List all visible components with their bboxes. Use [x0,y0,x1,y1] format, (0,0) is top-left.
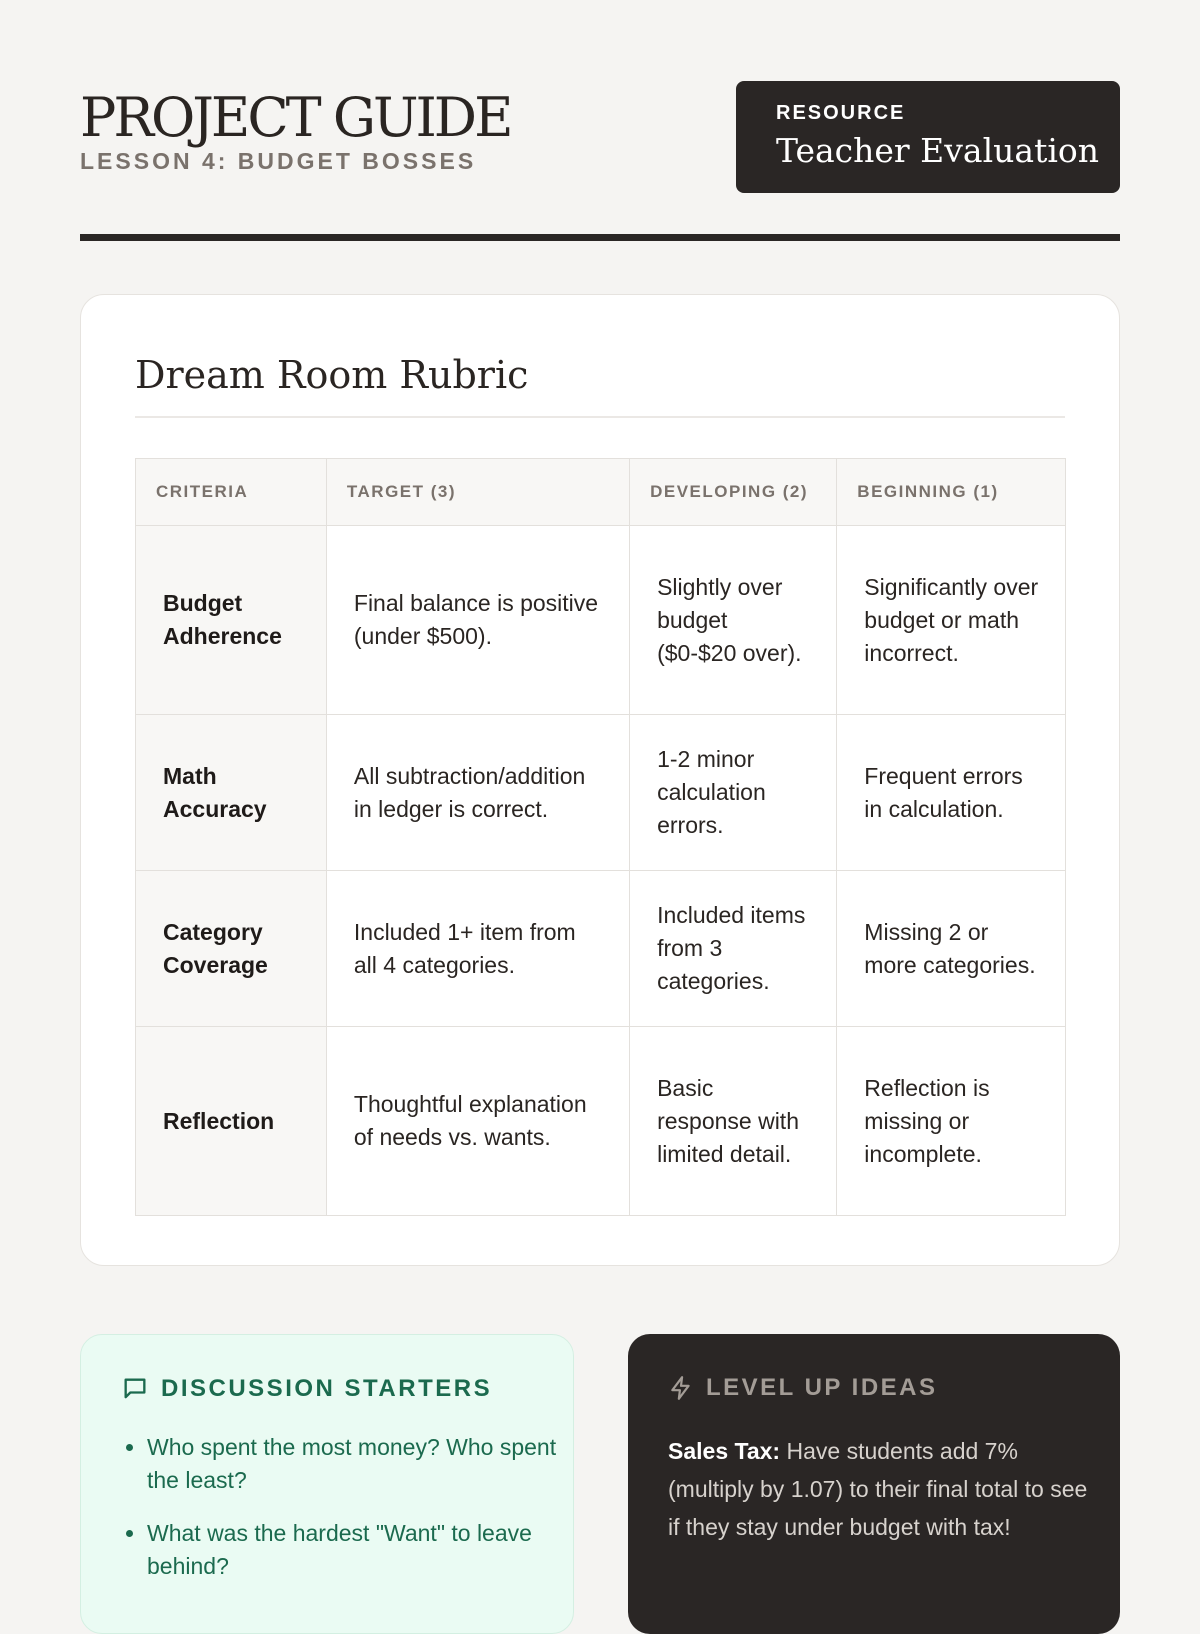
target-cell: Thoughtful explanation of needs vs. wants. [326,1027,629,1216]
level-up-description: Have students add 7% (multiply by 1.07) to their final total to see if they stay under budget with tax! [668,1438,1088,1540]
target-cell: Final balance is positive (under $500). [326,526,629,715]
rubric-title: Dream Room Rubric [135,353,529,397]
level-up-lead: Sales Tax: [668,1438,781,1464]
list-item: • What was the hardest "Want" to leave behind? [147,1517,567,1583]
page-header [80,80,1120,240]
level-up-header [668,1374,938,1402]
rubric-table [135,458,1066,1216]
column-header-target: TARGET (3) [326,459,629,526]
rubric-title-divider [135,416,1065,418]
column-header-criteria: CRITERIA [136,459,327,526]
column-header-developing: DEVELOPING (2) [630,459,837,526]
page-title: PROJECT GUIDE [80,86,511,149]
discussion-list [121,1431,567,1603]
criteria-cell: Budget Adherence [136,526,327,715]
rubric-header-row [136,459,1066,526]
lightning-bolt-icon [668,1375,694,1401]
beginning-cell: Frequent errors in calculation. [837,715,1066,871]
list-item: • Who spent the most money? Who spent the least? [147,1431,567,1497]
target-cell: All subtraction/addition in ledger is correct. [326,715,629,871]
lesson-subtitle: LESSON 4: BUDGET BOSSES [80,148,477,174]
level-up-panel [628,1334,1120,1634]
resource-title: Teacher Evaluation [776,131,1100,170]
column-header-beginning: BEGINNING (1) [837,459,1066,526]
header-divider [80,234,1120,241]
table-row [136,526,1066,715]
criteria-cell: Math Accuracy [136,715,327,871]
developing-cell: Included items from 3 categories. [630,871,837,1027]
discussion-starters-title: DISCUSSION STARTERS [161,1375,493,1402]
level-up-title: LEVEL UP IDEAS [706,1374,938,1401]
resource-kicker: RESOURCE [776,102,906,124]
target-cell: Included 1+ item from all 4 categories. [326,871,629,1027]
discussion-starters-header [121,1375,492,1403]
beginning-cell: Significantly over budget or math incorrect. [837,526,1066,715]
table-row [136,715,1066,871]
beginning-cell: Missing 2 or more categories. [837,871,1066,1027]
rubric-card [80,294,1120,1266]
table-row [136,1027,1066,1216]
level-up-text [668,1432,1088,1546]
developing-cell: 1-2 minor calculation errors. [630,715,837,871]
criteria-cell: Category Coverage [136,871,327,1027]
beginning-cell: Reflection is missing or incomplete. [837,1027,1066,1216]
table-row [136,871,1066,1027]
developing-cell: Slightly over budget ($0-$20 over). [630,526,837,715]
discussion-starters-panel [80,1334,574,1634]
developing-cell: Basic response with limited detail. [630,1027,837,1216]
resource-badge [736,81,1120,193]
chat-bubble-icon [121,1375,149,1403]
criteria-cell: Reflection [136,1027,327,1216]
